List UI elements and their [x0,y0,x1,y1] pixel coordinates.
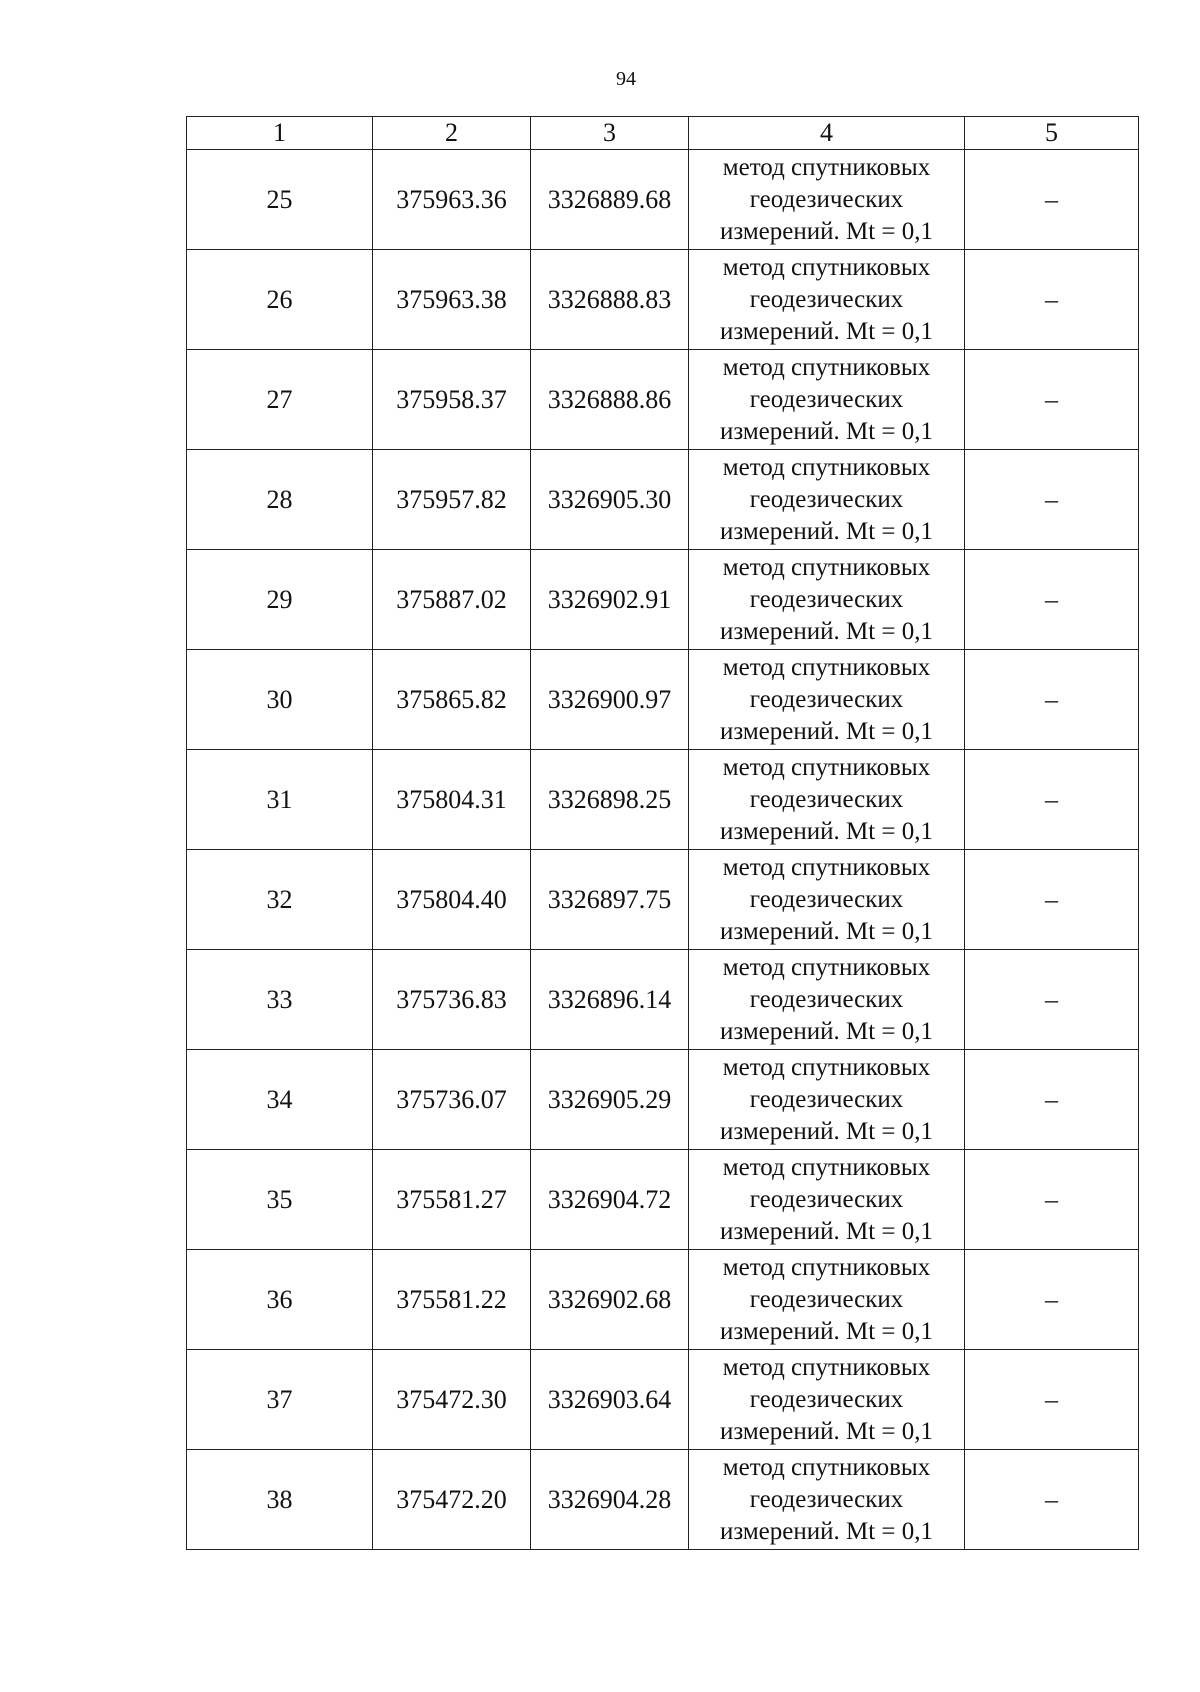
method-line-2: геодезических [749,1385,904,1413]
method-cell [689,850,965,950]
method-line-2: геодезических [749,1085,904,1113]
x-coordinate-cell: 375958.37 [373,350,531,450]
method-line-1: метод спутниковых [722,1353,931,1381]
point-number-cell: 33 [187,950,373,1050]
method-line-1: метод спутниковых [722,453,931,481]
point-number-cell: 37 [187,1350,373,1450]
method-cell [689,1350,965,1450]
table-row [187,850,1139,950]
method-line-1: метод спутниковых [722,1153,931,1181]
note-cell: – [965,1150,1139,1250]
method-line-1: метод спутниковых [722,153,931,181]
method-line-2: геодезических [749,285,904,313]
method-line-2: геодезических [749,685,904,713]
x-coordinate-cell: 375472.30 [373,1350,531,1450]
y-coordinate-cell: 3326889.68 [531,150,689,250]
table-row [187,350,1139,450]
note-cell: – [965,1250,1139,1350]
y-coordinate-cell: 3326888.86 [531,350,689,450]
method-cell [689,750,965,850]
x-coordinate-cell: 375963.36 [373,150,531,250]
table-row [187,650,1139,750]
method-line-2: геодезических [749,385,904,413]
method-line-3: измерений. Mt = 0,1 [719,1417,934,1445]
point-number-cell: 36 [187,1250,373,1350]
method-cell [689,550,965,650]
method-cell [689,650,965,750]
method-cell [689,1150,965,1250]
note-cell: – [965,950,1139,1050]
method-cell [689,1450,965,1550]
x-coordinate-cell: 375581.27 [373,1150,531,1250]
point-number-cell: 38 [187,1450,373,1550]
table-header [187,117,1139,150]
coordinates-table [186,116,1139,1550]
method-line-1: метод спутниковых [722,1053,931,1081]
x-coordinate-cell: 375804.31 [373,750,531,850]
point-number-cell: 25 [187,150,373,250]
method-cell [689,150,965,250]
method-line-3: измерений. Mt = 0,1 [719,417,934,445]
note-cell: – [965,650,1139,750]
method-line-2: геодезических [749,885,904,913]
point-number-cell: 31 [187,750,373,850]
table-row [187,750,1139,850]
x-coordinate-cell: 375736.07 [373,1050,531,1150]
table-row [187,150,1139,250]
method-line-3: измерений. Mt = 0,1 [719,717,934,745]
method-line-1: метод спутниковых [722,253,931,281]
x-coordinate-cell: 375736.83 [373,950,531,1050]
method-cell [689,1050,965,1150]
y-coordinate-cell: 3326903.64 [531,1350,689,1450]
table-row [187,1250,1139,1350]
method-line-3: измерений. Mt = 0,1 [719,1017,934,1045]
method-line-3: измерений. Mt = 0,1 [719,917,934,945]
method-line-1: метод спутниковых [722,553,931,581]
header-col-4: 4 [689,117,965,150]
method-line-3: измерений. Mt = 0,1 [719,217,934,245]
table-row [187,1450,1139,1550]
point-number-cell: 30 [187,650,373,750]
method-cell [689,450,965,550]
note-cell: – [965,150,1139,250]
y-coordinate-cell: 3326904.72 [531,1150,689,1250]
y-coordinate-cell: 3326898.25 [531,750,689,850]
method-line-3: измерений. Mt = 0,1 [719,1117,934,1145]
y-coordinate-cell: 3326897.75 [531,850,689,950]
header-row [187,117,1139,150]
y-coordinate-cell: 3326896.14 [531,950,689,1050]
table-row [187,250,1139,350]
method-line-1: метод спутниковых [722,953,931,981]
y-coordinate-cell: 3326900.97 [531,650,689,750]
table-row [187,1350,1139,1450]
x-coordinate-cell: 375472.20 [373,1450,531,1550]
point-number-cell: 34 [187,1050,373,1150]
method-line-1: метод спутниковых [722,1453,931,1481]
x-coordinate-cell: 375865.82 [373,650,531,750]
y-coordinate-cell: 3326902.68 [531,1250,689,1350]
method-line-2: геодезических [749,785,904,813]
y-coordinate-cell: 3326905.30 [531,450,689,550]
method-line-2: геодезических [749,1185,904,1213]
note-cell: – [965,350,1139,450]
method-line-3: измерений. Mt = 0,1 [719,1317,934,1345]
method-line-3: измерений. Mt = 0,1 [719,317,934,345]
header-col-3: 3 [531,117,689,150]
note-cell: – [965,1450,1139,1550]
x-coordinate-cell: 375887.02 [373,550,531,650]
header-col-2: 2 [373,117,531,150]
y-coordinate-cell: 3326904.28 [531,1450,689,1550]
method-line-1: метод спутниковых [722,1253,931,1281]
point-number-cell: 35 [187,1150,373,1250]
x-coordinate-cell: 375957.82 [373,450,531,550]
note-cell: – [965,850,1139,950]
table-row [187,1050,1139,1150]
table-body [187,150,1139,1550]
table-row [187,550,1139,650]
page-number: 94 [616,68,636,90]
method-line-3: измерений. Mt = 0,1 [719,817,934,845]
y-coordinate-cell: 3326905.29 [531,1050,689,1150]
point-number-cell: 29 [187,550,373,650]
table-row [187,450,1139,550]
header-col-5: 5 [965,117,1139,150]
method-cell [689,1250,965,1350]
x-coordinate-cell: 375581.22 [373,1250,531,1350]
method-line-1: метод спутниковых [722,353,931,381]
point-number-cell: 26 [187,250,373,350]
method-line-2: геодезических [749,185,904,213]
method-line-3: измерений. Mt = 0,1 [719,617,934,645]
method-cell [689,250,965,350]
method-line-1: метод спутниковых [722,653,931,681]
method-cell [689,350,965,450]
x-coordinate-cell: 375963.38 [373,250,531,350]
table-row [187,1150,1139,1250]
method-line-3: измерений. Mt = 0,1 [719,517,934,545]
note-cell: – [965,250,1139,350]
note-cell: – [965,450,1139,550]
table-row [187,950,1139,1050]
y-coordinate-cell: 3326888.83 [531,250,689,350]
method-line-3: измерений. Mt = 0,1 [719,1517,934,1545]
method-line-2: геодезических [749,1485,904,1513]
method-line-2: геодезических [749,1285,904,1313]
note-cell: – [965,550,1139,650]
header-col-1: 1 [187,117,373,150]
x-coordinate-cell: 375804.40 [373,850,531,950]
method-line-2: геодезических [749,985,904,1013]
method-line-2: геодезических [749,585,904,613]
y-coordinate-cell: 3326902.91 [531,550,689,650]
point-number-cell: 28 [187,450,373,550]
note-cell: – [965,1050,1139,1150]
note-cell: – [965,1350,1139,1450]
point-number-cell: 32 [187,850,373,950]
method-line-2: геодезических [749,485,904,513]
method-line-1: метод спутниковых [722,753,931,781]
note-cell: – [965,750,1139,850]
point-number-cell: 27 [187,350,373,450]
method-line-3: измерений. Mt = 0,1 [719,1217,934,1245]
method-cell [689,950,965,1050]
method-line-1: метод спутниковых [722,853,931,881]
